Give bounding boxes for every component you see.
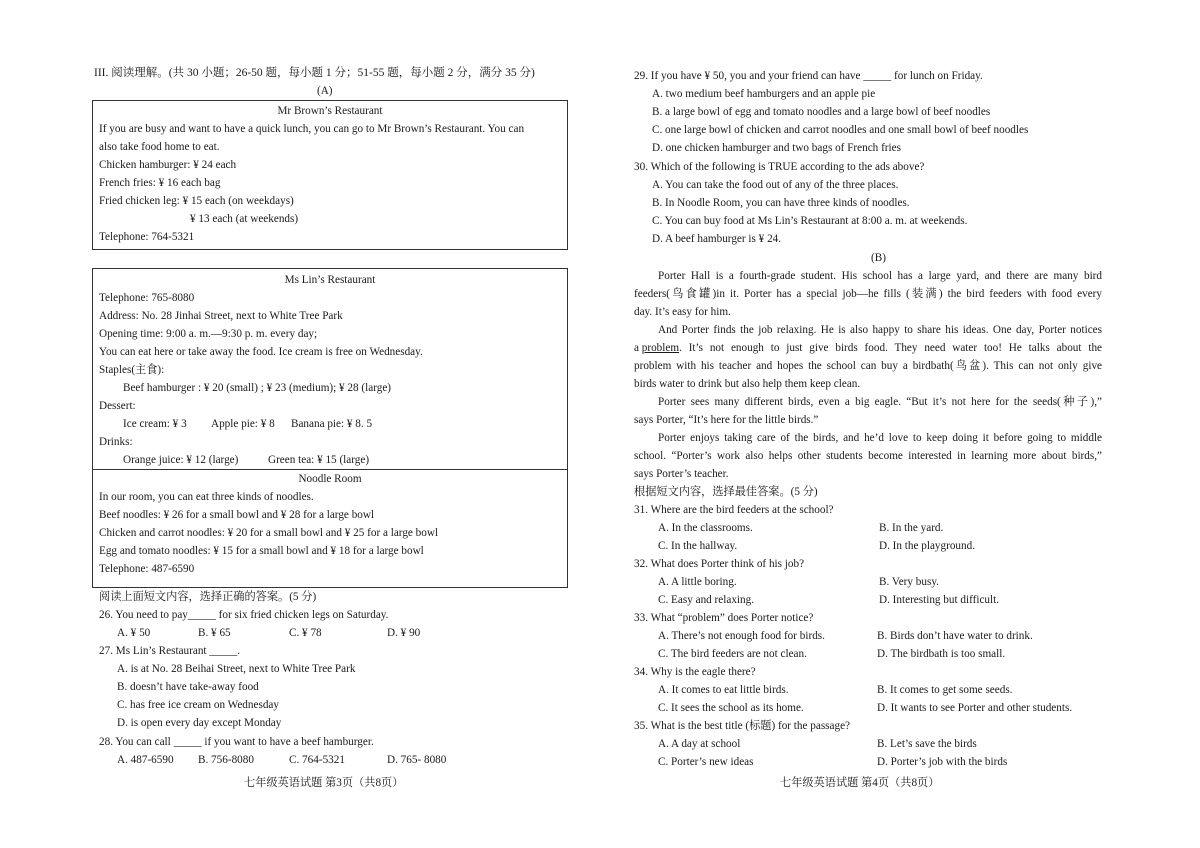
- instruction: 根据短文内容，选择最佳答案。(5 分): [634, 486, 818, 498]
- price-ice-cream: Ice cream: ¥ 3: [123, 418, 187, 430]
- question-27: 27. Ms Lin’s Restaurant _____.: [99, 645, 241, 657]
- passage-text: a: [634, 342, 642, 354]
- option[interactable]: D. is open every day except Monday: [117, 717, 282, 729]
- ad-text: You can eat here or take away the food. Ice cream is free on Wednesday.: [99, 346, 423, 358]
- option[interactable]: D. In the playground.: [879, 540, 976, 552]
- price-chicken-noodles: Chicken and carrot noodles: ¥ 20 for a small bowl and ¥ 25 for a large bowl: [99, 527, 439, 539]
- passage-line: [634, 339, 1102, 357]
- part-a-label: (A): [317, 85, 333, 97]
- ad-text: If you are busy and want to have a quick lunch, you can go to Mr Brown’s Restaurant. You can: [99, 123, 525, 135]
- right-page: [600, 0, 1200, 848]
- option[interactable]: D. It wants to see Porter and other students.: [877, 702, 1073, 714]
- ad-mr-brown: [92, 100, 568, 250]
- option[interactable]: C. Porter’s new ideas: [658, 756, 754, 768]
- underlined-word-problem: problem: [641, 342, 680, 354]
- ad-text: also take food home to eat.: [99, 141, 220, 153]
- option[interactable]: D. ¥ 90: [387, 627, 421, 639]
- question-31: 31. Where are the bird feeders at the school?: [634, 504, 834, 516]
- option[interactable]: C. It sees the school as its home.: [658, 702, 804, 714]
- option[interactable]: A. A little boring.: [658, 576, 737, 588]
- question-33: 33. What “problem” does Porter notice?: [634, 612, 814, 624]
- price-beef-hamburger: Beef hamburger : ¥ 20 (small) ; ¥ 23 (medium); ¥ 28 (large): [123, 382, 392, 394]
- ad-telephone: Telephone: 764-5321: [99, 231, 195, 243]
- price-beef-noodles: Beef noodles: ¥ 26 for a small bowl and ¥ 28 for a large bowl: [99, 509, 375, 521]
- price-chicken-leg-weekends: ¥ 13 each (at weekends): [190, 213, 299, 225]
- section-header: III. 阅读理解。(共 30 小题；26-50 题，每小题 1 分；51-55 题，每小题 2 分，满分 35 分): [94, 67, 535, 79]
- passage-line: says Porter’s teacher.: [634, 468, 729, 480]
- ad-text: In our room, you can eat three kinds of noodles.: [99, 491, 314, 503]
- price-banana-pie: Banana pie: ¥ 8. 5: [291, 418, 373, 430]
- option[interactable]: A. There’s not enough food for birds.: [658, 630, 825, 642]
- option[interactable]: B. doesn’t have take-away food: [117, 681, 259, 693]
- question-26: 26. You need to pay_____ for six fried chicken legs on Saturday.: [99, 609, 389, 621]
- option[interactable]: D. A beef hamburger is ¥ 24.: [652, 233, 782, 245]
- option[interactable]: C. You can buy food at Ms Lin’s Restaurant at 8:00 a. m. at weekends.: [652, 215, 968, 227]
- ad-hours: Opening time: 9:00 a. m.—9:30 p. m. every day;: [99, 328, 318, 340]
- option[interactable]: B. ¥ 65: [198, 627, 231, 639]
- option[interactable]: A. two medium beef hamburgers and an apple pie: [652, 88, 876, 100]
- option[interactable]: C. 764-5321: [289, 754, 345, 766]
- question-29: 29. If you have ¥ 50, you and your friend can have _____ for lunch on Friday.: [634, 70, 983, 82]
- ad-ms-lin-and-noodle-room: [92, 268, 568, 588]
- price-french-fries: French fries: ¥ 16 each bag: [99, 177, 221, 189]
- menu-heading-staples: Staples(主食):: [99, 364, 165, 376]
- option[interactable]: C. Easy and relaxing.: [658, 594, 755, 606]
- price-orange-juice: Orange juice: ¥ 12 (large): [123, 454, 239, 466]
- option[interactable]: C. In the hallway.: [658, 540, 738, 552]
- option[interactable]: B. In Noodle Room, you can have three kinds of noodles.: [652, 197, 910, 209]
- question-34: 34. Why is the eagle there?: [634, 666, 756, 678]
- passage-line: Porter Hall is a fourth-grade student. His school has a large yard, and there are many bird: [658, 270, 1102, 282]
- option[interactable]: A. 487-6590: [117, 754, 174, 766]
- ad-telephone: Telephone: 487-6590: [99, 563, 195, 575]
- ad-title: Ms Lin’s Restaurant: [284, 274, 376, 286]
- menu-heading-dessert: Dessert:: [99, 400, 136, 412]
- passage-line: Porter enjoys taking care of the birds, and he’d love to keep doing it before going to middle: [658, 432, 1102, 444]
- price-green-tea: Green tea: ¥ 15 (large): [268, 454, 370, 466]
- instruction: 阅读上面短文内容，选择正确的答案。(5 分): [99, 591, 317, 603]
- option[interactable]: A. You can take the food out of any of the three places.: [652, 179, 899, 191]
- option[interactable]: A. is at No. 28 Beihai Street, next to White Tree Park: [117, 663, 356, 675]
- ad-telephone: Telephone: 765-8080: [99, 292, 195, 304]
- option[interactable]: D. Porter’s job with the birds: [877, 756, 1008, 768]
- passage-line: birds water to drink but also help them keep clean.: [634, 378, 861, 390]
- part-b-label: (B): [871, 252, 886, 264]
- option[interactable]: D. one chicken hamburger and two bags of French fries: [652, 142, 901, 154]
- question-32: 32. What does Porter think of his job?: [634, 558, 805, 570]
- passage-line: Porter sees many different birds, even a big eagle. “But it’s not here for the seeds(种子),”: [658, 396, 1102, 408]
- passage-line: day. It’s easy for him.: [634, 306, 731, 318]
- passage-line: problem with his teacher and hopes the school can buy a birdbath(鸟盆). This can not only give: [634, 360, 1102, 372]
- price-chicken-hamburger: Chicken hamburger: ¥ 24 each: [99, 159, 237, 171]
- option[interactable]: D. 765- 8080: [387, 754, 447, 766]
- option[interactable]: B. Very busy.: [879, 576, 939, 588]
- option[interactable]: C. has free ice cream on Wednesday: [117, 699, 279, 711]
- option[interactable]: C. The bird feeders are not clean.: [658, 648, 807, 660]
- option[interactable]: C. ¥ 78: [289, 627, 322, 639]
- page-footer: 七年级英语试题 第4页（共8页）: [780, 777, 940, 789]
- passage-text: . It’s not enough to just give birds food. They need water too! He talks about the: [679, 342, 1102, 354]
- ad-address: Address: No. 28 Jinhai Street, next to White Tree Park: [99, 310, 343, 322]
- question-28: 28. You can call _____ if you want to have a beef hamburger.: [99, 736, 374, 748]
- menu-heading-drinks: Drinks:: [99, 436, 133, 448]
- option[interactable]: A. ¥ 50: [117, 627, 151, 639]
- option[interactable]: B. 756-8080: [198, 754, 254, 766]
- question-30: 30. Which of the following is TRUE according to the ads above?: [634, 161, 925, 173]
- option[interactable]: A. It comes to eat little birds.: [658, 684, 789, 696]
- ad-title: Mr Brown’s Restaurant: [277, 105, 383, 117]
- price-egg-noodles: Egg and tomato noodles: ¥ 15 for a small bowl and ¥ 18 for a large bowl: [99, 545, 424, 557]
- page-footer: 七年级英语试题 第3页（共8页）: [244, 777, 404, 789]
- ad-title: Noodle Room: [298, 473, 362, 485]
- option[interactable]: B. Let’s save the birds: [877, 738, 977, 750]
- option[interactable]: B. It comes to get some seeds.: [877, 684, 1013, 696]
- option[interactable]: D. Interesting but difficult.: [879, 594, 1000, 606]
- option[interactable]: B. In the yard.: [879, 522, 944, 534]
- option[interactable]: B. Birds don’t have water to drink.: [877, 630, 1033, 642]
- price-apple-pie: Apple pie: ¥ 8: [211, 418, 275, 430]
- passage-line: school. “Porter’s work also helps other students become interested in learning more about birds,”: [634, 450, 1102, 462]
- option[interactable]: D. The birdbath is too small.: [877, 648, 1006, 660]
- question-35: 35. What is the best title (标题) for the passage?: [634, 720, 851, 732]
- option[interactable]: A. In the classrooms.: [658, 522, 753, 534]
- price-chicken-leg-weekdays: Fried chicken leg: ¥ 15 each (on weekdays): [99, 195, 294, 207]
- option[interactable]: C. one large bowl of chicken and carrot noodles and one small bowl of beef noodles: [652, 124, 1029, 136]
- passage-line: feeders(鸟食罐)in it. Porter has a special job—he fills (装满) the bird feeders with food every: [634, 288, 1102, 300]
- option[interactable]: B. a large bowl of egg and tomato noodles and a large bowl of beef noodles: [652, 106, 991, 118]
- option[interactable]: A. A day at school: [658, 738, 741, 750]
- passage-line: says Porter, “It’s here for the little birds.”: [634, 414, 819, 426]
- passage-line: And Porter finds the job relaxing. He is also happy to share his ideas. One day, Porter notices: [658, 324, 1102, 336]
